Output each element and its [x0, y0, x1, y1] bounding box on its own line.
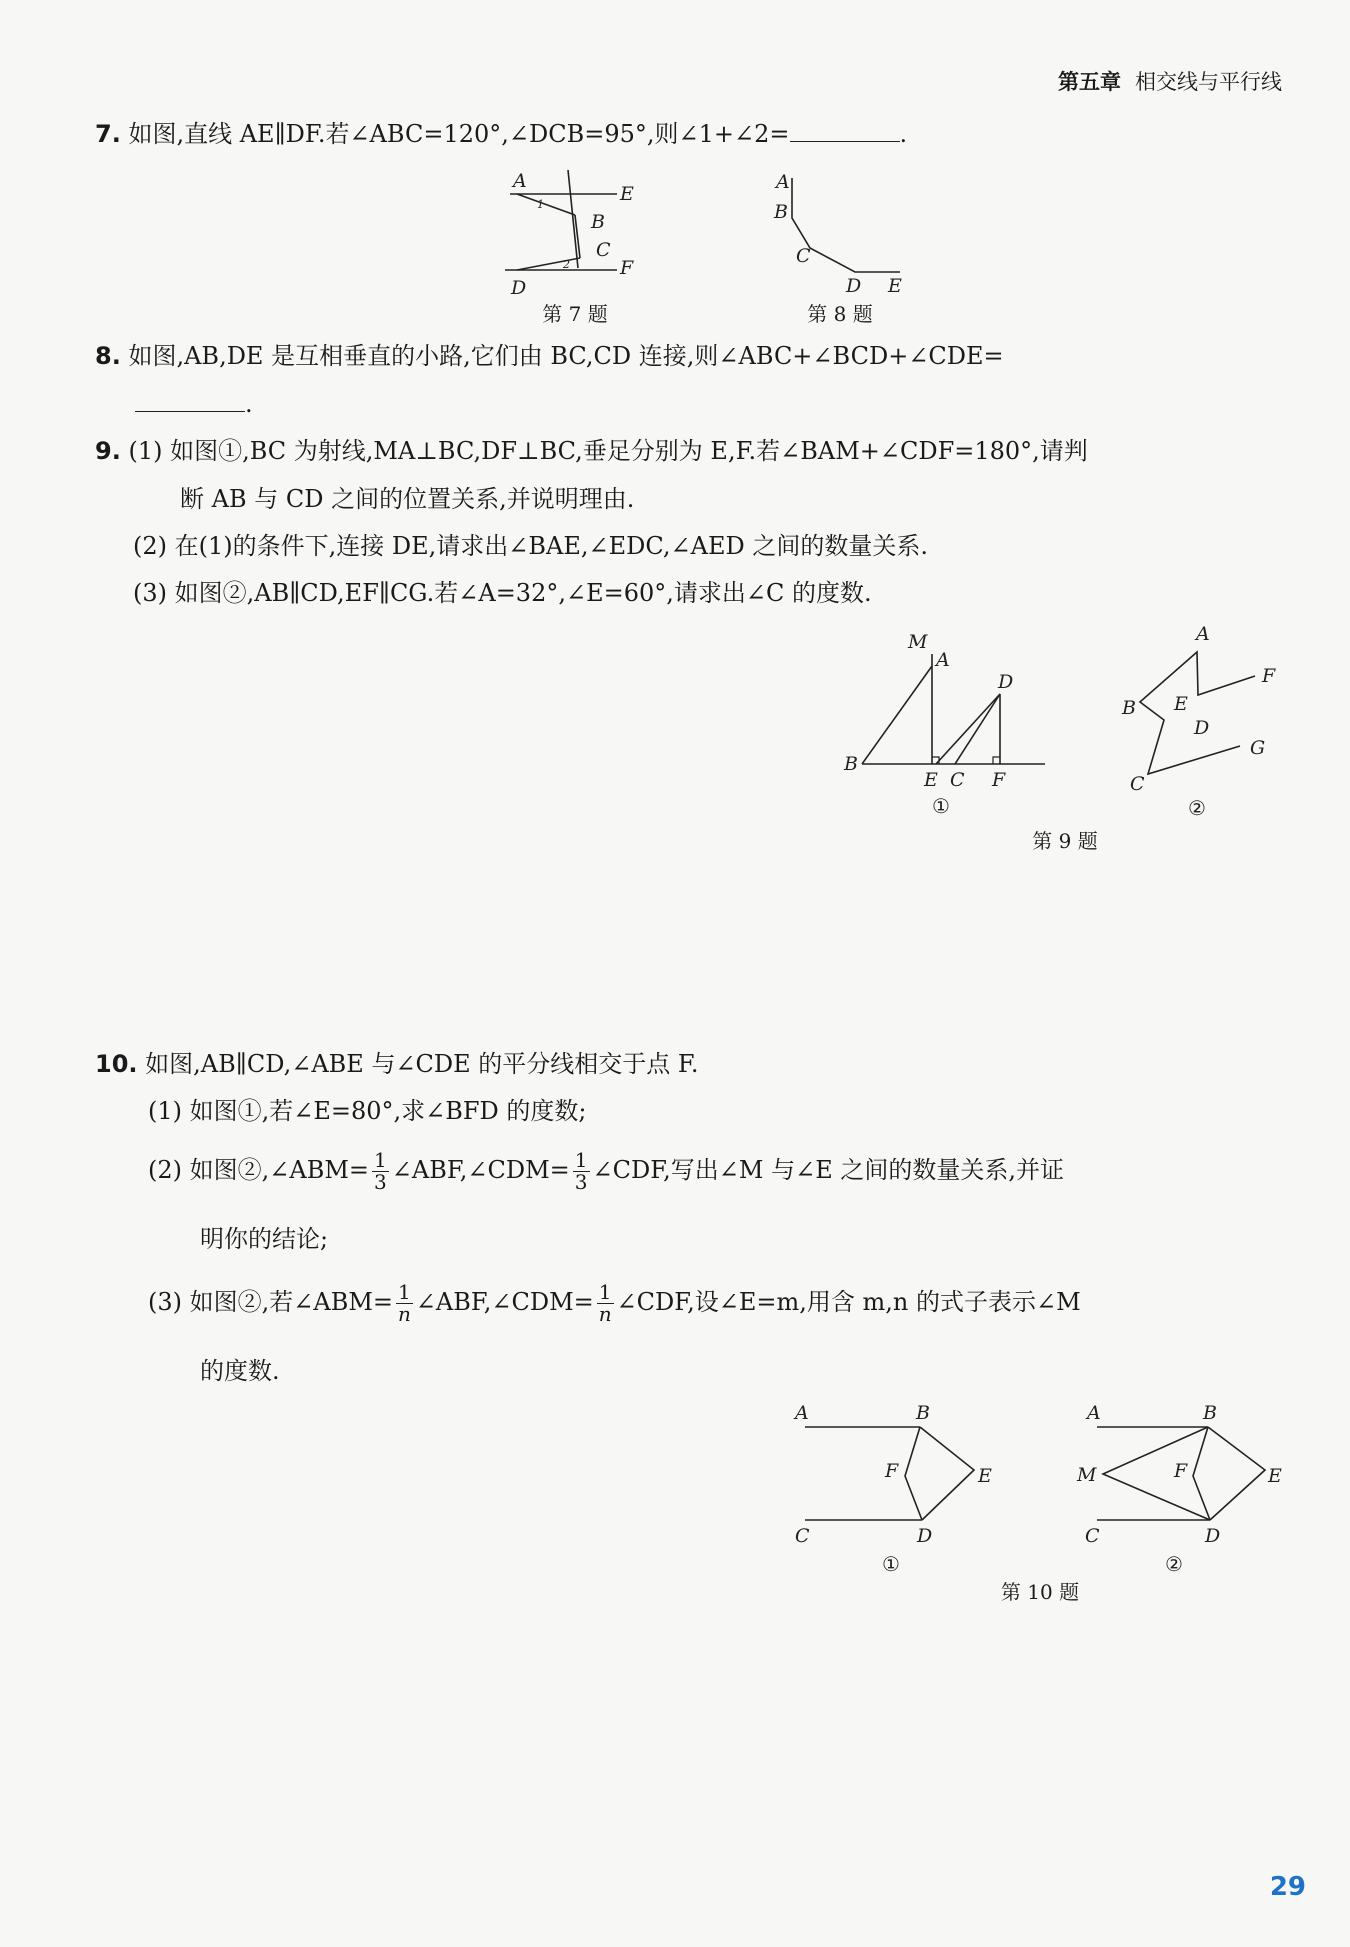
chapter-title: 相交线与平行线	[1135, 70, 1282, 94]
page-header	[1058, 66, 1282, 96]
question-10-part-1: (1) 如图①,若∠E=80°,求∠BFD 的度数;	[148, 1097, 587, 1125]
figure-7	[505, 170, 655, 300]
label-e: E	[620, 183, 634, 205]
zigzag-path	[1140, 652, 1255, 774]
label-d: D	[511, 277, 527, 299]
figure-number-1: ①	[882, 1552, 900, 1576]
fraction-one-third	[573, 1150, 590, 1193]
question-10-intro	[95, 1050, 698, 1079]
label-c: C	[950, 769, 965, 791]
label-a: A	[513, 170, 527, 192]
label-a: A	[1087, 1402, 1101, 1424]
fraction-one-over-n	[597, 1282, 614, 1325]
label-c: C	[1085, 1525, 1100, 1547]
question-9-part-1-cont: 断 AB 与 CD 之间的位置关系,并说明理由.	[180, 485, 635, 513]
figure-10-2	[1075, 1400, 1295, 1580]
part-text: ∠ABF,∠CDM=	[391, 1156, 570, 1184]
question-10-part-2-cont: 明你的结论;	[200, 1225, 329, 1253]
path-bed	[1208, 1427, 1265, 1520]
question-8-answer-line	[135, 390, 253, 419]
label-b: B	[844, 753, 858, 775]
label-f: F	[992, 769, 1006, 791]
question-text: 如图,直线 AE∥DF.若∠ABC=120°,∠DCB=95°,则∠1+∠2=	[128, 120, 790, 148]
label-c: C	[796, 245, 811, 267]
segment-ab	[517, 194, 575, 215]
segment-ed	[936, 694, 1000, 764]
label-e: E	[888, 275, 902, 297]
numerator: 1	[574, 1148, 588, 1172]
label-d: D	[998, 671, 1014, 693]
figure-number-2: ②	[1165, 1552, 1183, 1576]
vertical-line	[568, 170, 578, 268]
answer-blank	[135, 393, 245, 412]
figure-9-2	[1120, 622, 1300, 822]
chapter-label: 第五章	[1058, 70, 1121, 94]
question-7	[95, 120, 907, 149]
right-angle-f	[993, 757, 1000, 764]
label-b: B	[591, 211, 605, 233]
label-d: D	[1194, 717, 1210, 739]
denominator: 3	[374, 1170, 387, 1194]
figure-10-caption: 第 10 题	[1000, 1580, 1080, 1604]
label-b: B	[1122, 697, 1136, 719]
label-e: E	[1174, 693, 1188, 715]
question-10-part-2	[148, 1150, 1064, 1193]
label-b: B	[916, 1402, 930, 1424]
label-e: E	[978, 1465, 992, 1487]
label-a: A	[1196, 623, 1210, 645]
question-number: 8.	[95, 342, 121, 370]
figure-10-1	[790, 1400, 1010, 1580]
figure-9-1	[840, 630, 1060, 820]
label-1: 1	[537, 198, 544, 211]
part-text: (3) 如图②,若∠ABM=	[148, 1288, 394, 1316]
answer-blank	[790, 123, 900, 142]
part-text: ∠CDF,设∠E=m,用含 m,n 的式子表示∠M	[616, 1288, 1081, 1316]
fraction-one-third	[372, 1150, 389, 1193]
label-e: E	[924, 769, 938, 791]
figure-number-1: ①	[932, 794, 950, 818]
label-g: G	[1250, 737, 1266, 759]
question-10-part-3-cont: 的度数.	[200, 1357, 280, 1385]
figure-8-caption: 第 8 题	[807, 302, 873, 326]
label-f: F	[885, 1460, 899, 1482]
label-a: A	[795, 1402, 809, 1424]
label-m: M	[908, 631, 928, 653]
label-e: E	[1268, 1465, 1282, 1487]
label-a: A	[936, 649, 950, 671]
denominator: n	[397, 1302, 411, 1326]
segment-cd	[517, 258, 580, 270]
label-c: C	[596, 239, 611, 261]
denominator: n	[598, 1302, 612, 1326]
segment-ab	[862, 666, 932, 764]
label-d: D	[1205, 1525, 1221, 1547]
question-number: 10.	[95, 1050, 138, 1078]
figure-9-caption: 第 9 题	[1032, 829, 1098, 853]
question-10-part-3	[148, 1282, 1081, 1325]
segment-cd	[955, 694, 1000, 764]
figure-number-2: ②	[1188, 796, 1206, 820]
question-9-part-3: (3) 如图②,AB∥CD,EF∥CG.若∠A=32°,∠E=60°,请求出∠C 的度数.	[133, 579, 872, 607]
label-b: B	[774, 201, 788, 223]
part-text: ∠CDF,写出∠M 与∠E 之间的数量关系,并证	[592, 1156, 1064, 1184]
label-2: 2	[563, 258, 570, 271]
question-end: .	[899, 120, 908, 148]
path-bed	[920, 1427, 974, 1520]
path-bfd	[905, 1427, 922, 1520]
label-b: B	[1203, 1402, 1217, 1424]
label-d: D	[846, 275, 862, 297]
question-number: 9.	[95, 437, 121, 465]
label-c: C	[795, 1525, 810, 1547]
question-number: 7.	[95, 120, 121, 148]
path-bfd	[1193, 1427, 1210, 1520]
label-f: F	[620, 257, 634, 279]
label-c: C	[1130, 773, 1145, 795]
label-f: F	[1262, 665, 1276, 687]
question-9-part-1	[95, 437, 1088, 466]
part-text: ∠ABF,∠CDM=	[415, 1288, 594, 1316]
question-8	[95, 342, 1004, 371]
figure-8	[770, 168, 920, 298]
numerator: 1	[374, 1148, 387, 1172]
fraction-one-over-n	[396, 1282, 413, 1325]
question-text: 如图,AB,DE 是互相垂直的小路,它们由 BC,CD 连接,则∠ABC+∠BCD+∠CDE=	[128, 342, 1004, 370]
denominator: 3	[574, 1170, 588, 1194]
question-9-part-2: (2) 在(1)的条件下,连接 DE,请求出∠BAE,∠EDC,∠AED 之间的数量关系.	[133, 532, 928, 560]
label-m: M	[1077, 1464, 1097, 1486]
part-text: (2) 如图②,∠ABM=	[148, 1156, 370, 1184]
page-number: 29	[1269, 1872, 1306, 1902]
label-f: F	[1174, 1460, 1188, 1482]
figure-7-caption: 第 7 题	[542, 302, 608, 326]
numerator: 1	[598, 1280, 612, 1304]
part-text: (1) 如图①,BC 为射线,MA⊥BC,DF⊥BC,垂足分别为 E,F.若∠BAM+∠CDF=180°,请判	[128, 437, 1088, 465]
numerator: 1	[398, 1280, 411, 1304]
label-d: D	[917, 1525, 933, 1547]
question-text: 如图,AB∥CD,∠ABE 与∠CDE 的平分线相交于点 F.	[145, 1050, 699, 1078]
question-end: .	[245, 390, 253, 418]
label-a: A	[776, 171, 790, 193]
